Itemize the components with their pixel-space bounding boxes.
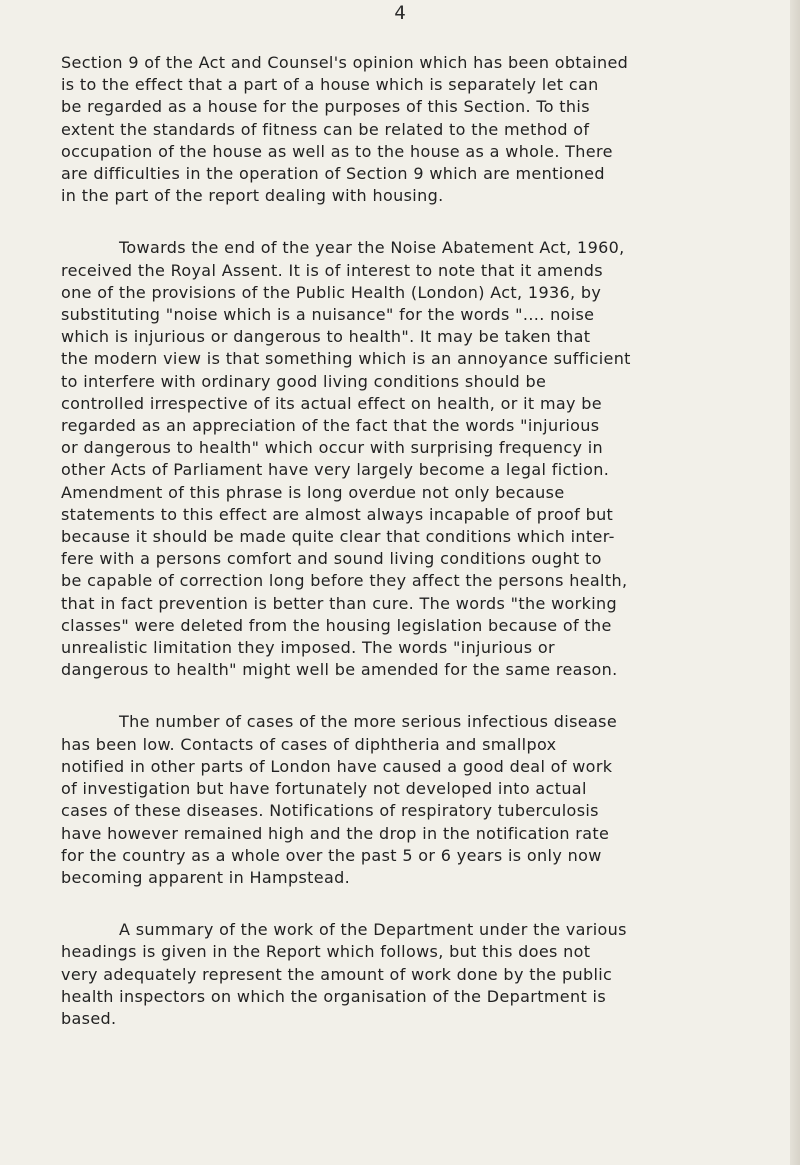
text-line: be regarded as a house for the purposes of this Section. To this [61, 97, 590, 117]
text-line: of investigation but have fortunately not developed into actual [61, 779, 587, 799]
text-line: has been low. Contacts of cases of diphtheria and smallpox [61, 734, 557, 754]
text-line: based. [61, 1008, 117, 1028]
text-line: is to the effect that a part of a house which is separately let can [61, 75, 599, 95]
text-line: classes" were deleted from the housing legislation because of the [61, 615, 612, 635]
text-line: other Acts of Parliament have very largely become a legal fiction. [61, 460, 610, 480]
text-line: to interfere with ordinary good living conditions should be [61, 371, 547, 391]
paragraph-section-9 [61, 52, 773, 207]
text-line: Section 9 of the Act and Counsel's opinion which has been obtained [61, 53, 629, 72]
text-line: occupation of the house as well as to the house as a whole. There [61, 141, 613, 161]
text-line: extent the standards of fitness can be related to the method of [61, 119, 590, 139]
text-line: The number of cases of the more serious infectious disease [119, 712, 618, 732]
text-line: received the Royal Assent. It is of interest to note that it amends [61, 260, 603, 280]
text-line: in the part of the report dealing with housing. [61, 186, 444, 206]
text-line: one of the provisions of the Public Health (London) Act, 1936, by [61, 282, 602, 302]
text-line: regarded as an appreciation of the fact that the words "injurious [61, 416, 600, 436]
text-line: cases of these diseases. Notifications of respiratory tuberculosis [61, 801, 599, 821]
text-line: notified in other parts of London have caused a good deal of work [61, 756, 613, 776]
text-line: or dangerous to health" which occur with surprising frequency in [61, 438, 604, 458]
paragraph-noise-abatement [61, 237, 773, 681]
body-text [61, 52, 773, 1030]
text-line: Towards the end of the year the Noise Abatement Act, 1960, [119, 238, 625, 258]
paragraph-infectious-disease [61, 711, 773, 889]
text-line: have however remained high and the drop in the notification rate [61, 823, 610, 843]
text-line: that in fact prevention is better than cure. The words "the working [61, 593, 618, 613]
paragraph-summary [61, 919, 773, 1030]
text-line: substituting "noise which is a nuisance" for the words ".... noise [61, 305, 595, 325]
text-line: becoming apparent in Hampstead. [61, 867, 351, 887]
text-line: dangerous to health" might well be amended for the same reason. [61, 660, 618, 680]
text-line: unrealistic limitation they imposed. The words "injurious or [61, 638, 555, 658]
text-line: A summary of the work of the Department under the various [119, 920, 627, 940]
text-line: health inspectors on which the organisation of the Department is [61, 986, 607, 1006]
text-line: for the country as a whole over the past 5 or 6 years is only now [61, 845, 602, 865]
page-number: 4 [394, 2, 406, 24]
text-line: controlled irrespective of its actual effect on health, or it may be [61, 393, 603, 413]
text-line: the modern view is that something which is an annoyance sufficient [61, 349, 631, 369]
text-line: statements to this effect are almost always incapable of proof but [61, 504, 614, 524]
text-line: fere with a persons comfort and sound living conditions ought to [61, 549, 602, 569]
text-line: which is injurious or dangerous to health". It may be taken that [61, 327, 591, 347]
text-line: Amendment of this phrase is long overdue not only because [61, 482, 565, 502]
text-line: headings is given in the Report which follows, but this does not [61, 942, 591, 962]
text-line: because it should be made quite clear that conditions which inter- [61, 527, 615, 547]
text-line: be capable of correction long before they affect the persons health, [61, 571, 628, 591]
text-line: are difficulties in the operation of Section 9 which are mentioned [61, 164, 605, 184]
page-edge-shadow [790, 0, 800, 1165]
text-line: very adequately represent the amount of work done by the public [61, 964, 613, 984]
